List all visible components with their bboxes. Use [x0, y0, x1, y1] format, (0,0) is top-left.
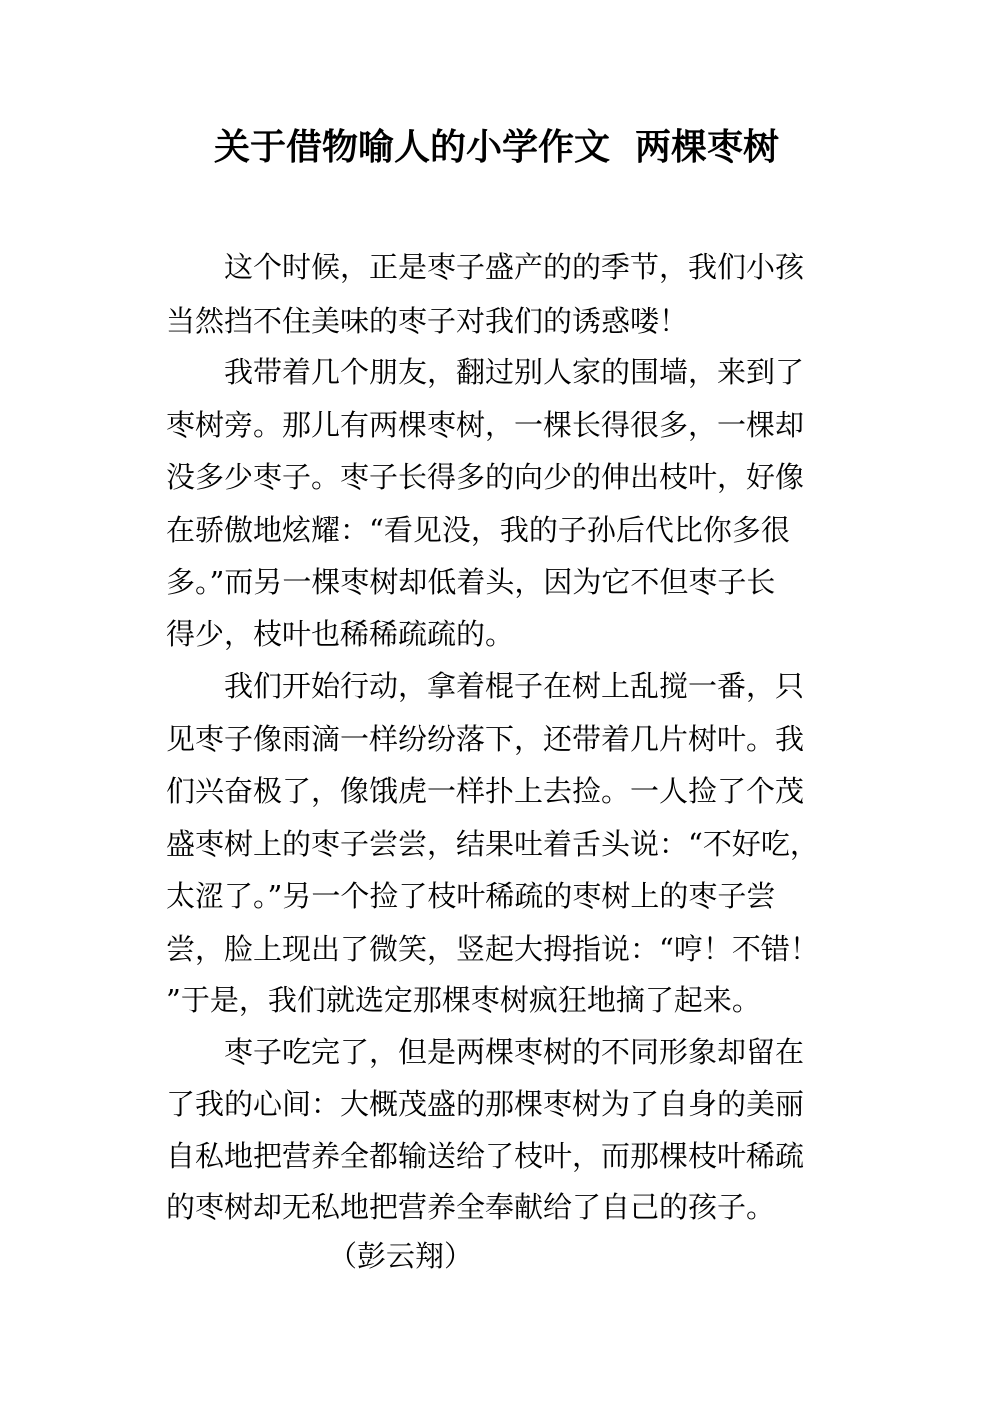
- document-title: 关于借物喻人的小学作文 两棵枣树: [213, 127, 780, 168]
- body-line: 我们开始行动，拿着棍子在树上乱搅一番，只: [166, 669, 805, 703]
- body-line: 盛枣树上的枣子尝尝，结果吐着舌头说：“不好吃，: [166, 827, 819, 861]
- body-line: 枣子吃完了，但是两棵枣树的不同形象却留在: [166, 1035, 805, 1069]
- body-line: 多。”而另一棵枣树却低着头，因为它不但枣子长: [166, 565, 776, 599]
- body-line: 见枣子像雨滴一样纷纷落下，还带着几片树叶。我: [166, 722, 805, 756]
- body-line: 在骄傲地炫耀：“看见没，我的子孙后代比你多很: [166, 513, 790, 547]
- body-line: 自私地把营养全都输送给了枝叶，而那棵枝叶稀疏: [166, 1139, 805, 1173]
- body-line: 枣树旁。那儿有两棵枣树，一棵长得很多，一棵却: [166, 408, 805, 442]
- body-line: 的枣树却无私地把营养全奉献给了自己的孩子。: [166, 1190, 776, 1224]
- author-credit: （彭云翔）: [328, 1239, 474, 1273]
- body-line: 尝，脸上现出了微笑，竖起大拇指说：“哼！不错！: [166, 932, 819, 966]
- body-line: 得少，枝叶也稀稀疏疏的。: [166, 617, 515, 651]
- body-line: 太涩了。”另一个捡了枝叶稀疏的枣树上的枣子尝: [166, 879, 776, 913]
- body-line: 们兴奋极了，像饿虎一样扑上去捡。一人捡了个茂: [166, 774, 805, 808]
- body-line: 没多少枣子。枣子长得多的向少的伸出枝叶，好像: [166, 460, 805, 494]
- body-line: 我带着几个朋友，翻过别人家的围墙，来到了: [166, 355, 805, 389]
- body-line: 当然挡不住美味的枣子对我们的诱惑喽！: [166, 304, 689, 338]
- body-line: 了我的心间：大概茂盛的那棵枣树为了自身的美丽: [166, 1087, 805, 1121]
- body-line: 这个时候，正是枣子盛产的的季节，我们小孩: [166, 250, 805, 284]
- body-line: ”于是，我们就选定那棵枣树疯狂地摘了起来。: [166, 983, 761, 1017]
